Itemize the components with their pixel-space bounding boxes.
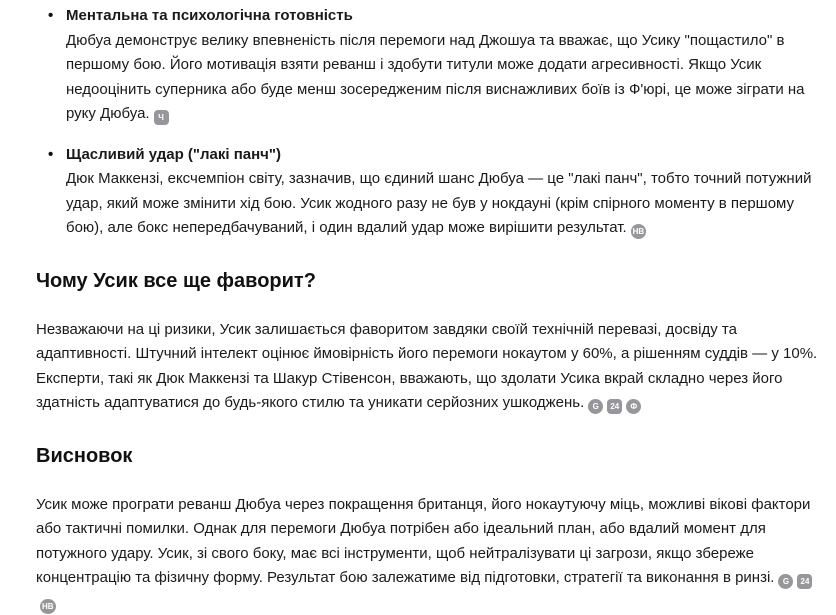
- list-item-title: Щасливий удар ("лакі панч"): [66, 143, 822, 168]
- citation-badge-24-icon[interactable]: 24: [797, 574, 812, 589]
- section-body: [36, 493, 822, 615]
- citation-badge-nv-icon[interactable]: НВ: [631, 224, 647, 239]
- section-heading: Чому Усик все ще фаворит?: [36, 268, 822, 294]
- section-conclusion: [36, 443, 822, 615]
- list-item-body: [66, 167, 822, 241]
- list-item: [48, 143, 822, 241]
- bullet-icon: •: [48, 143, 53, 168]
- section-why-favorite: [36, 268, 822, 416]
- answer-document: [36, 4, 822, 615]
- section-heading: Висновок: [36, 443, 822, 469]
- list-item-text: Дюк Маккензі, ексчемпіон світу, зазначив, що єдиний шанс Дюбуа — це "лакі панч", тобто точний потужний удар, який може змінити хід бою. Усик жодного разу не був у нокдауні (крім спірного моменту в першому бою), але бокс непередбачуваний, і один вдалий удар може вирішити результат.: [66, 170, 811, 236]
- list-item-body: [66, 29, 822, 127]
- citation-badge-f-icon[interactable]: Ф: [626, 399, 641, 414]
- section-body: [36, 318, 822, 416]
- list-item: [48, 4, 822, 127]
- list-item-title: Ментальна та психологічна готовність: [66, 4, 822, 29]
- risk-list: [36, 4, 822, 241]
- citation-badge-ch-icon[interactable]: Ч: [154, 110, 169, 125]
- citation-badge-g-icon[interactable]: G: [588, 399, 603, 414]
- list-item-text: Дюбуа демонструє велику впевненість після перемоги над Джошуа та вважає, що Усику "пощастило" в першому бою. Його мотивація взяти реванш і здобути титули може додати агресивності. Якщо Усик недооцінить суперника або буде менш зосередженим після виснажливих боїв із Ф'юрі, це може зіграти на руку Дюбуа.: [66, 32, 805, 123]
- bullet-icon: •: [48, 4, 53, 29]
- section-text: Усик може програти реванш Дюбуа через покращення британця, його нокаутуючу міць, можливі вікові фактори або тактичні помилки. Однак для перемоги Дюбуа потрібен або ідеальний план, або вдалий момент для потужного удару. Усик, зі свого боку, має всі інструменти, щоб нейтралізувати ці загрози, якщо збереже концентрацію та фізичну форму. Результат бою залежатиме від підготовки, стратегії та виконання в ринзі.: [36, 496, 810, 587]
- section-text: Незважаючи на ці ризики, Усик залишається фаворитом завдяки своїй технічній перевазі, досвіду та адаптивності. Штучний інтелект оцінює ймовірність його перемоги нокаутом у 60%, а рішенням суддів — у 10%. Експерти, такі як Дюк Маккензі та Шакур Стівенсон, вважають, що здолати Усика вкрай складно через його здатність адаптуватися до будь-якого стилю та уникати серйозних ушкоджень.: [36, 321, 817, 412]
- citation-badge-24-icon[interactable]: 24: [607, 399, 622, 414]
- citation-badge-nv-icon[interactable]: НВ: [40, 599, 56, 614]
- citation-badge-g-icon[interactable]: G: [778, 574, 793, 589]
